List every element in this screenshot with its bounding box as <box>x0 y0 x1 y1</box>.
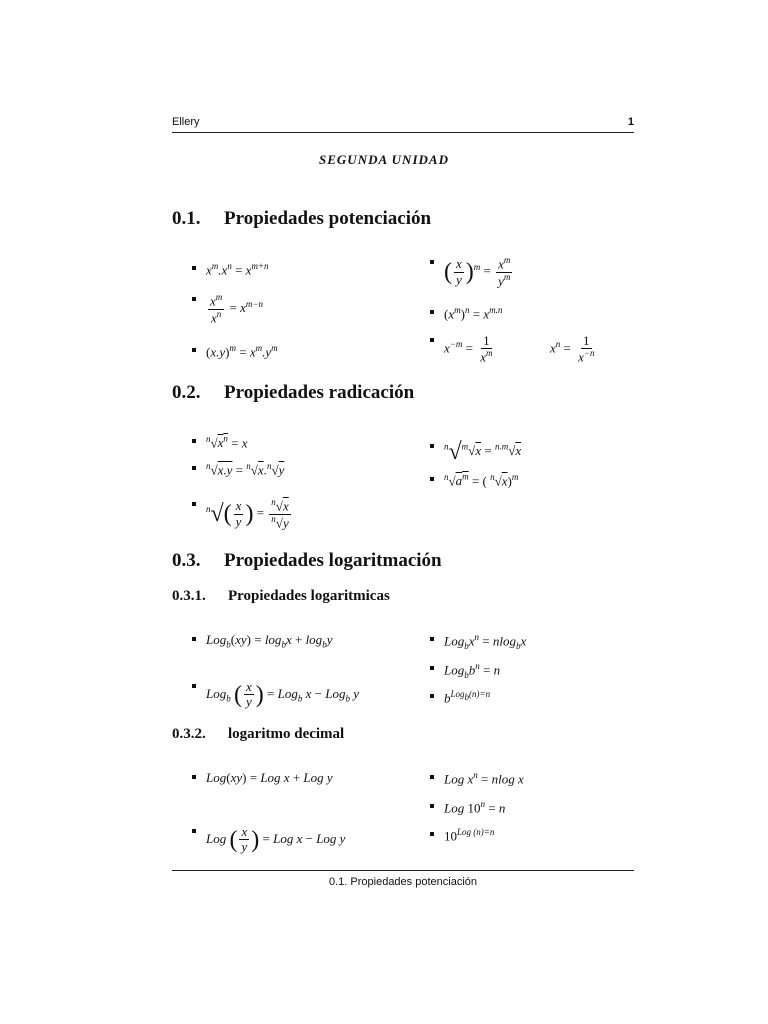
section-title: Propiedades potenciación <box>224 208 432 229</box>
page-header <box>172 116 634 133</box>
section-heading <box>172 550 442 572</box>
section-title: Propiedades radicación <box>224 382 415 403</box>
formula-item: $Log_bx^n = nlog_bx$ <box>444 632 527 651</box>
subsection-number: 0.3.2. <box>172 726 206 742</box>
section-number: 0.3. <box>172 550 201 571</box>
section-heading <box>172 208 431 230</box>
formula-inline: $x^n$ = $\frac{1}{x^{-n}}$ <box>550 333 595 365</box>
formula-item: $\frac{x^m}{x^n}$ = $x^{m-n}$ <box>206 293 263 325</box>
section-title: Propiedades logaritmación <box>224 550 442 571</box>
formula-item: $b^{Log_b(n)=n}$ <box>444 689 491 706</box>
page-footer: 0.1. Propiedades potenciación <box>172 870 634 888</box>
formula-item: Log(xy) = Log x + Log y <box>206 770 333 785</box>
section-number: 0.1. <box>172 208 201 229</box>
formula-item: $^n√x^n = x$ <box>206 434 248 451</box>
formula-item: Log 10$^n$ = n <box>444 799 506 816</box>
formula-item: $^n√a^m$ = ( $^n$√x)$^m$ <box>444 472 519 489</box>
header-author: Ellery <box>172 116 200 128</box>
formula-item: Log ( $\frac{x}{y}$ ) = Log x − Log y <box>206 824 346 855</box>
header-page-number: 1 <box>627 116 634 128</box>
subsection-number: 0.3.1. <box>172 588 206 604</box>
formula-item: $10^{Log (n)=n}$ <box>444 827 495 844</box>
formula-item: Log$_b$ ( $\frac{x}{y}$ ) = Log$_b$ x − Log$_b$ y <box>206 679 359 710</box>
formula-item: $x^{-m}$ = $\frac{1}{x^m}$ <box>444 334 496 365</box>
formula-item: $^n$√$^m$√x = $^{n.m}$√x <box>444 439 522 465</box>
subsection-heading <box>172 726 344 743</box>
section-number: 0.2. <box>172 382 201 403</box>
subsection-title: Propiedades logaritmicas <box>228 588 390 604</box>
formula-item: ( $\frac{x}{y}$ )$^m$ = $\frac{x^m}{y^m}$ <box>444 256 514 288</box>
formula-item: Log $x^n = nlog$ x <box>444 770 524 787</box>
formula-item: $(x.y)^m = x^m.y^m$ <box>206 343 278 360</box>
subsection-title: logaritmo decimal <box>228 726 345 742</box>
subsection-heading <box>172 588 390 605</box>
formula-item: $Log_bb^n = n$ <box>444 661 501 680</box>
formula-item: $(x^m)^n = x^{m.n}$ <box>444 305 503 322</box>
formula-item: $Log_b(xy) = \log_bx + \log_by$ <box>206 632 333 650</box>
formula-item: $^n$√( $\frac{x}{y}$ ) = $\frac{^n√x}{^n√y}$ <box>206 498 293 530</box>
unit-title: SEGUNDA UNIDAD <box>319 152 449 167</box>
formula-item: $^n$√x.y = $^n$√x.$^n$√y <box>206 461 285 478</box>
formula-item: $x^m.x^n = x^{m+n}$ <box>206 261 269 278</box>
section-heading <box>172 382 414 404</box>
